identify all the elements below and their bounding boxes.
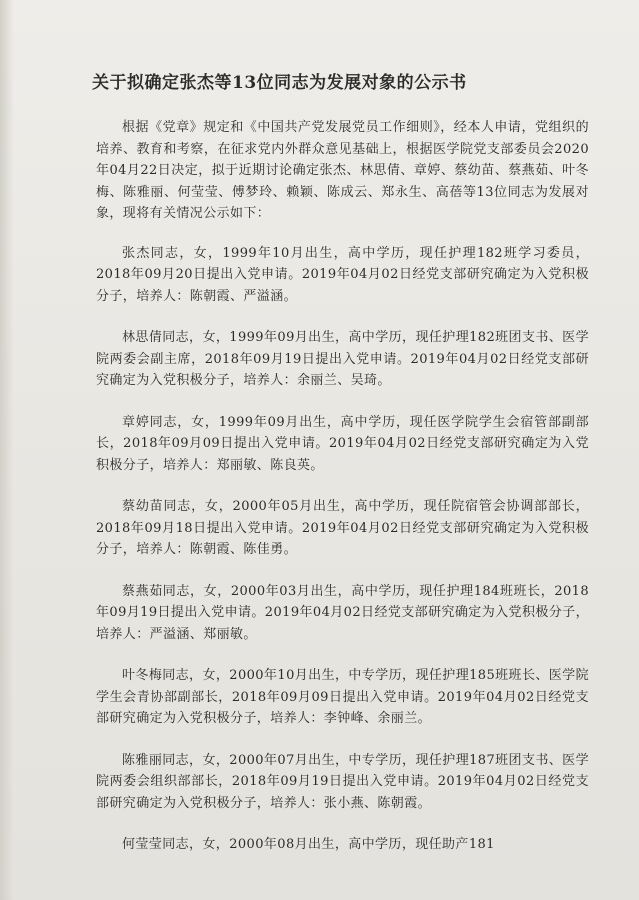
member-paragraph: 张杰同志，女，1999年10月出生，高中学历，现任护理182班学习委员，2018年09月20日提出入党申请。2019年04月02日经党支部研究确定为入党积极分子，培养人：陈朝霞、严溢涵。 bbox=[96, 245, 589, 304]
member-paragraph: 陈雅丽同志，女，2000年07月出生，中专学历，现任护理187班团支书、医学院两委会组织部部长，2018年09月19日提出入党申请。2019年04月02日经党支部研究确定为入党积极分子，培养人：张小燕、陈朝霞。 bbox=[96, 752, 589, 811]
member-paragraph: 叶冬梅同志，女，2000年10月出生，中专学历，现任护理185班班长、医学院学生会青协部副部长，2018年09月09日提出入党申请。2019年04月02日经党支部研究确定为入党积极分子，培养人：李钟峰、余丽兰。 bbox=[96, 668, 589, 726]
member-paragraph: 蔡幼苗同志，女，2000年05月出生，高中学历，现任院宿管会协调部部长，2018年09月18日提出入党申请。2019年04月02日经党支部研究确定为入党积极分子，培养人：陈朝霞、陈佳勇。 bbox=[96, 499, 589, 557]
document-title: 关于拟确定张杰等13位同志为发展对象的公示书 bbox=[92, 73, 467, 93]
member-paragraph: 蔡燕茹同志，女，2000年03月出生，高中学历，现任护理184班班长，2018年09月19日提出入党申请。2019年04月02日经党支部研究确定为入党积极分子，培养人：严溢涵、郑丽敏。 bbox=[96, 583, 589, 642]
member-paragraph: 林思倩同志，女，1999年09月出生，高中学历，现任护理182班团支书、医学院两委会副主席，2018年09月19日提出入党申请。2019年04月02日经党支部研究确定为入党积极分子，培养人：余丽兰、吴琦。 bbox=[96, 330, 589, 388]
member-paragraph: 章婷同志，女，1999年09月出生，高中学历，现任医学院学生会宿管部副部长，2018年09月09日提出入党申请。2019年04月02日经党支部研究确定为入党积极分子，培养人：郑丽敏、陈良英。 bbox=[96, 414, 589, 473]
intro-paragraph: 根据《党章》规定和《中国共产党发展党员工作细则》，经本人申请，党组织的培养、教育和考察，在征求党内外群众意见基础上，根据医学院党支部委员会2020年04月22日决定，拟于近期讨论确定张杰、林思倩、章婷、蔡幼苗、蔡燕茹、叶冬梅、陈雅丽、何莹莹、傅梦玲、赖颖、陈成云、郑永生、高蓓等13位同志为发展对象，现将有关情况公示如下： bbox=[96, 120, 589, 221]
member-paragraph: 何莹莹同志，女，2000年08月出生，高中学历，现任助产181 bbox=[122, 837, 495, 852]
